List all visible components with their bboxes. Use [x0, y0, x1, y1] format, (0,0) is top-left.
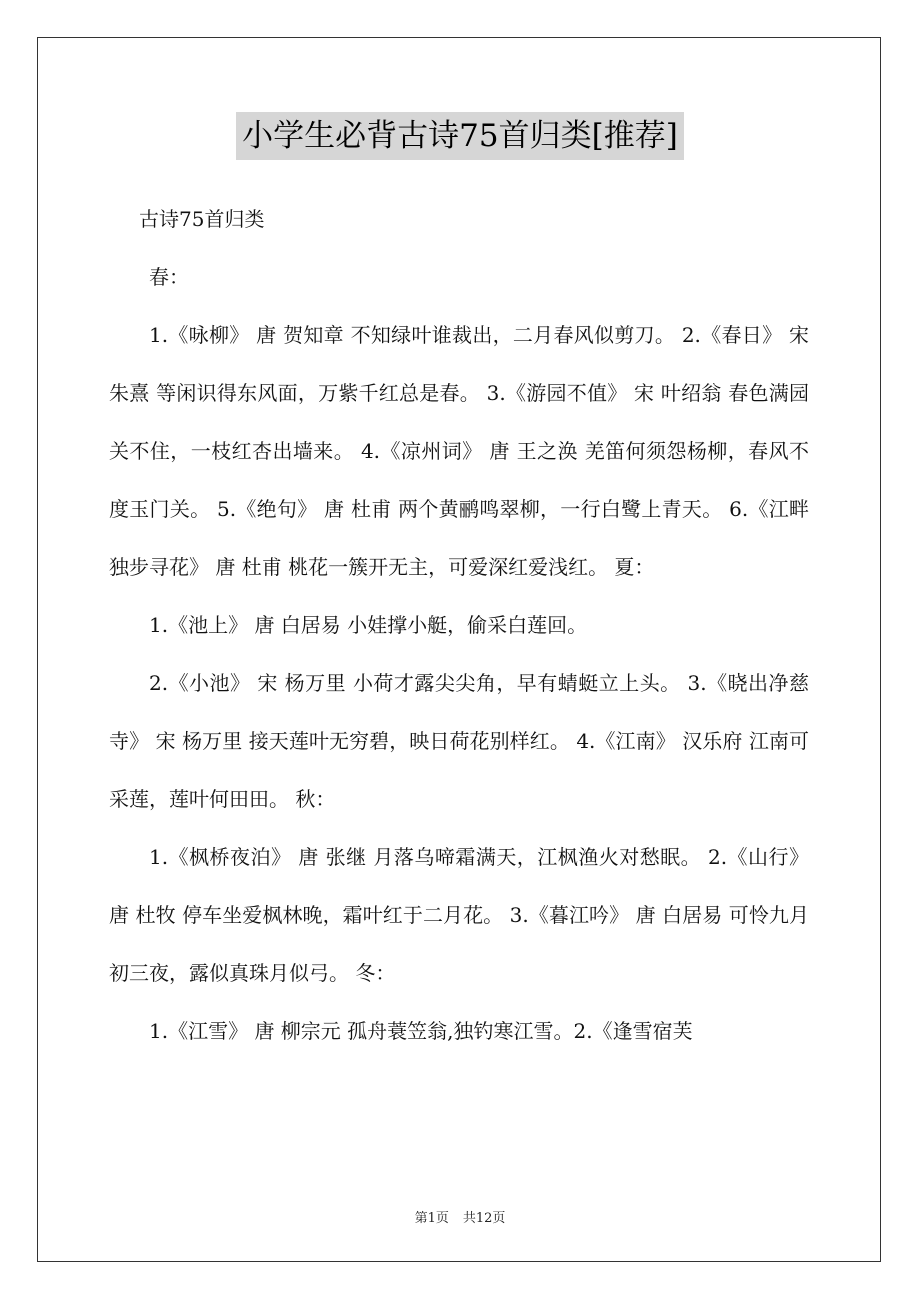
winter-poems-paragraph: 1.《江雪》 唐 柳宗元 孤舟蓑笠翁,独钓寒江雪。2.《逢雪宿芙 [149, 1019, 693, 1043]
document-title: 小学生必背古诗75首归类[推荐] [236, 112, 684, 160]
autumn-poems-paragraph: 1.《枫桥夜泊》 唐 张继 月落乌啼霜满天，江枫渔火对愁眠。 2.《山行》 唐 杜牧 停车坐爱枫林晚，霜叶红于二月花。 3.《暮江吟》 唐 白居易 可怜九月初三夜，露似真珠月似弓。 冬： [109, 845, 809, 985]
title-container [0, 112, 920, 160]
summer-poems-paragraph: 2.《小池》 宋 杨万里 小荷才露尖尖角，早有蜻蜓立上头。 3.《晓出净慈寺》 宋 杨万里 接天莲叶无穷碧，映日荷花别样红。 4.《江南》 汉乐府 江南可采莲，莲叶何田田。 秋： [109, 671, 809, 811]
subtitle-paragraph: 古诗75首归类 [139, 207, 265, 231]
section-spring-heading: 春： [149, 265, 189, 289]
page-total: 共12页 [462, 1211, 506, 1226]
summer-poem-1-paragraph: 1.《池上》 唐 白居易 小娃撑小艇，偷采白莲回。 [149, 613, 588, 637]
page-number: 第1页 [414, 1211, 449, 1226]
spring-poems-paragraph: 1.《咏柳》 唐 贺知章 不知绿叶谁裁出，二月春风似剪刀。 2.《春日》 宋 朱熹 等闲识得东风面，万紫千红总是春。 3.《游园不值》 宋 叶绍翁 春色满园关不住，一枝红杏出墙来。 4.《凉州词》 唐 王之涣 羌笛何须怨杨柳，春风不度玉门关。 5.《绝句》 唐 杜甫 两个黄鹂鸣翠柳，一行白鹭上青天。 6.《江畔独步寻花》 唐 杜甫 桃花一簇开无主，可爱深红爱浅红。 夏： [109, 323, 809, 579]
page-footer [0, 1207, 920, 1226]
document-body [109, 190, 809, 1060]
